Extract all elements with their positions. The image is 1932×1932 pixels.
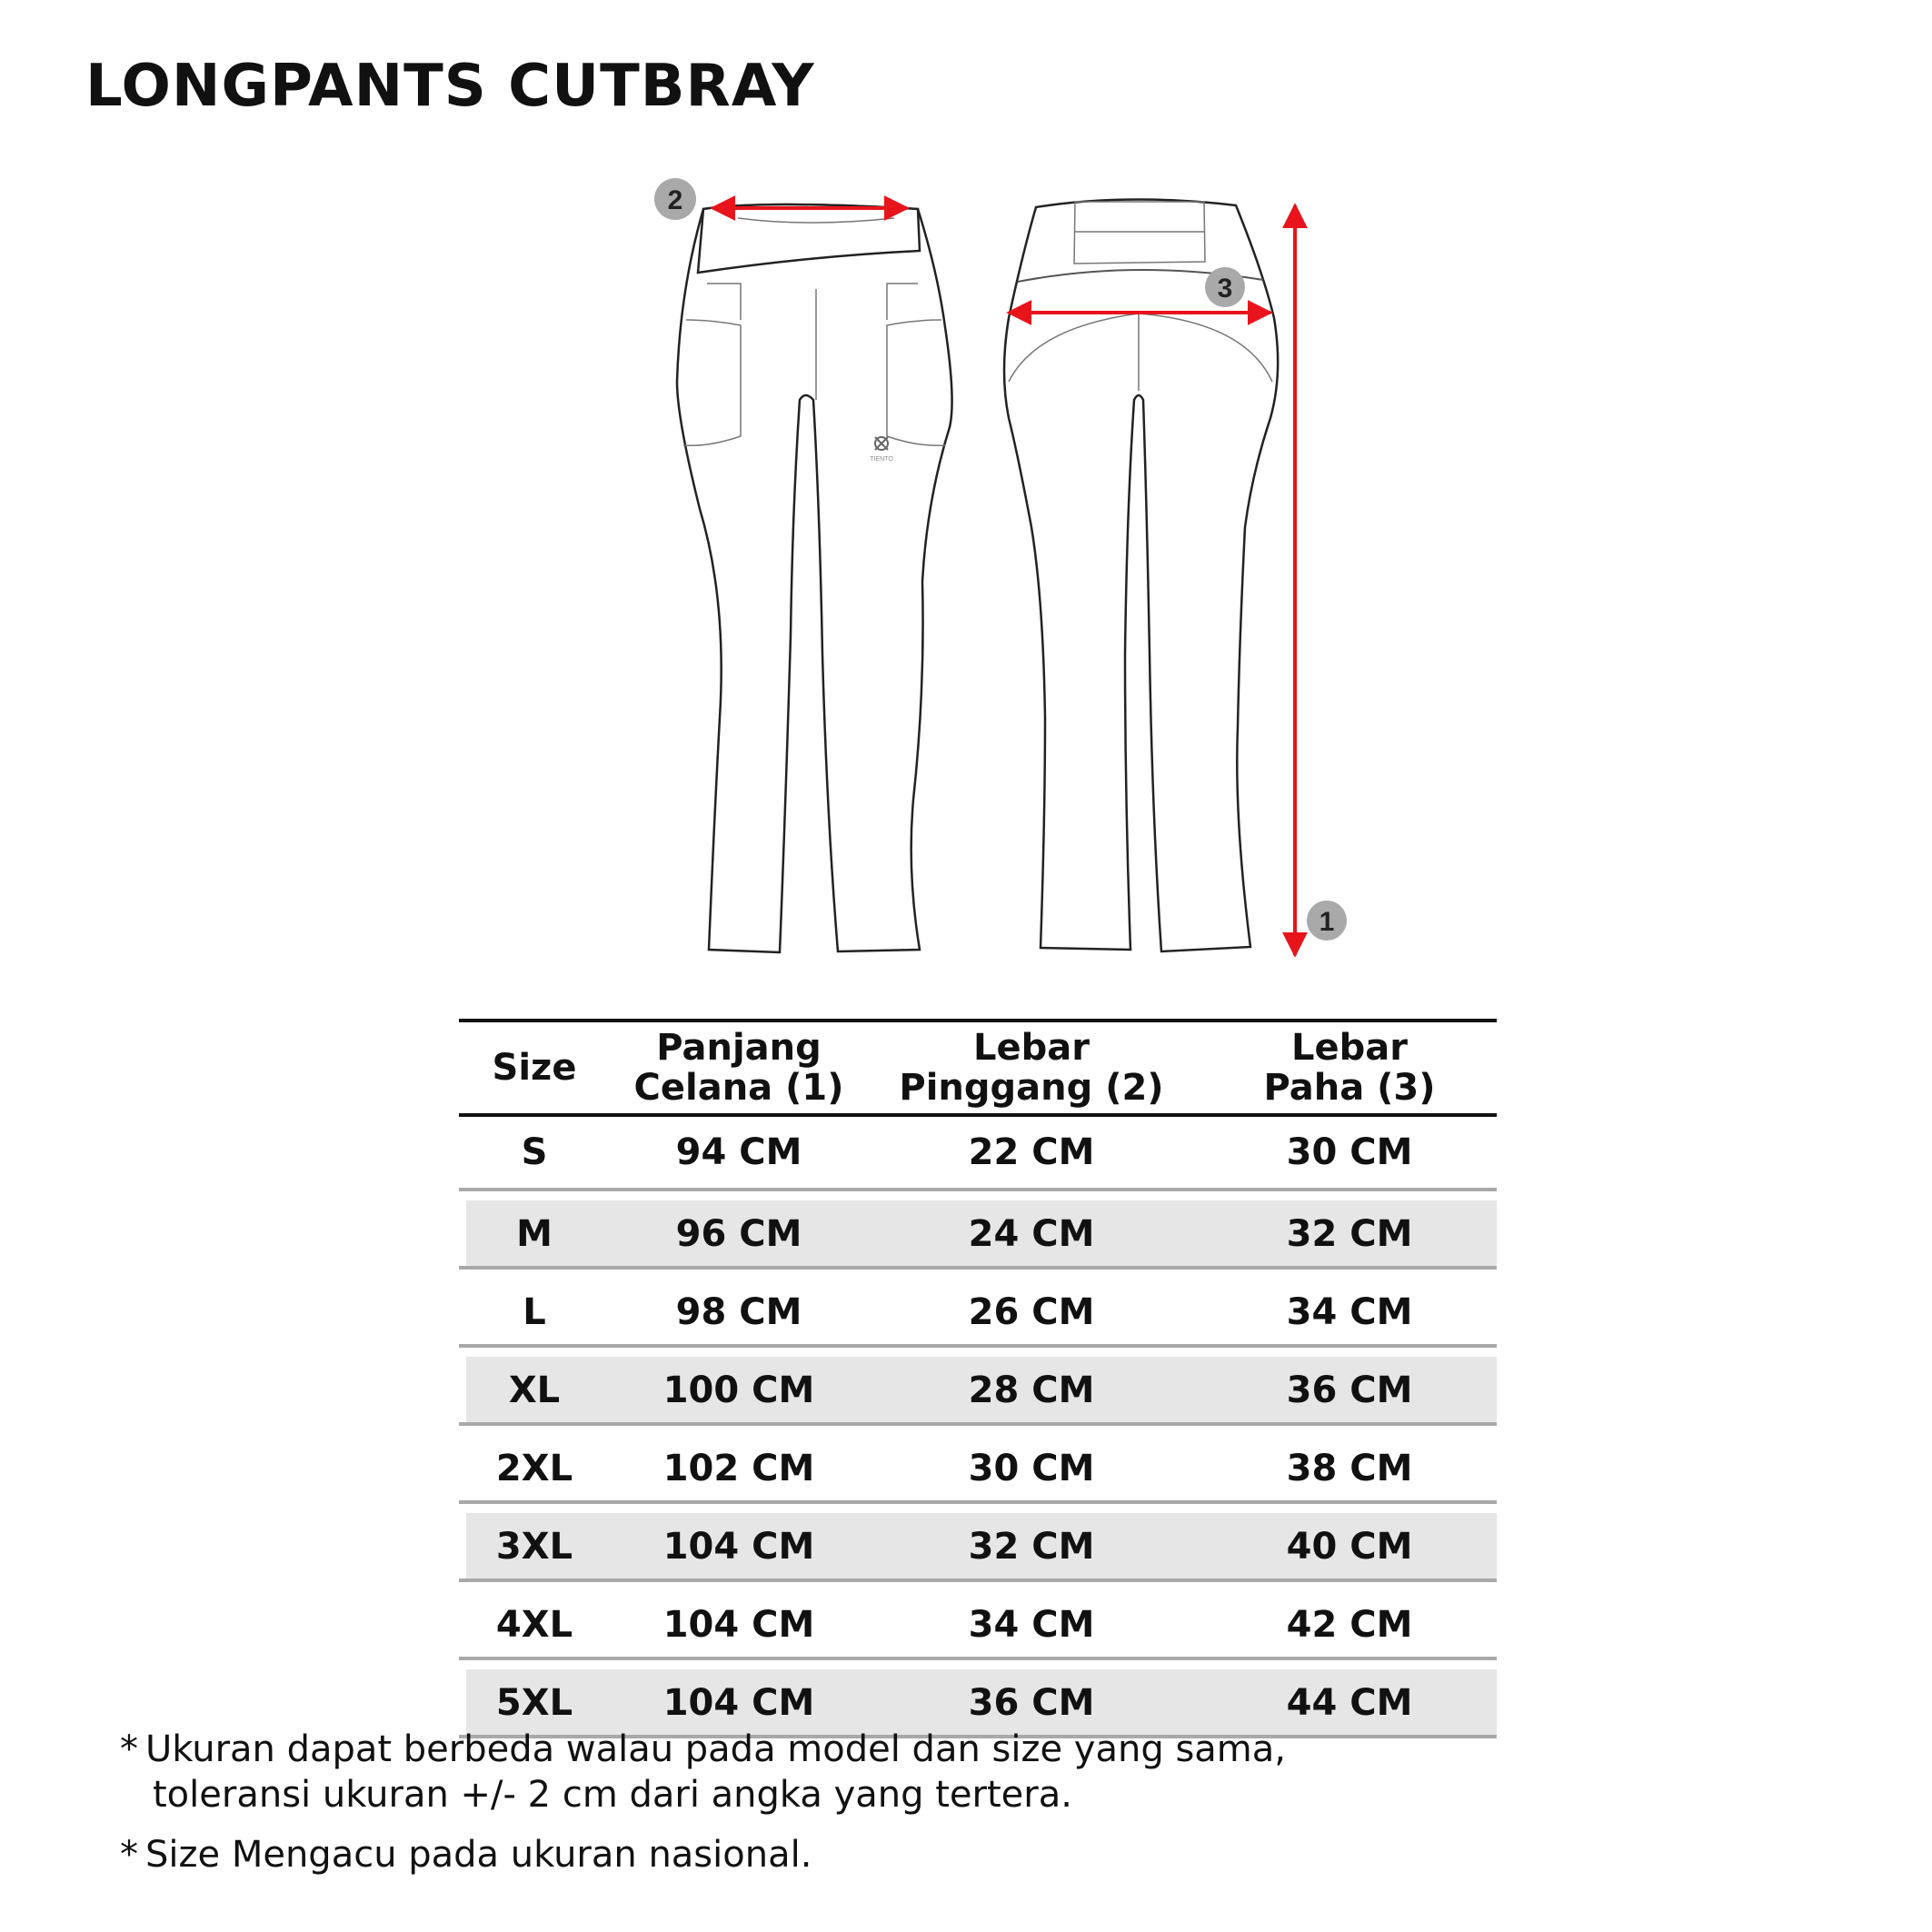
cell-pinggang: 28 CM xyxy=(968,1369,1095,1411)
header-lebar-paha: Lebar Paha (3) xyxy=(1263,1027,1436,1109)
svg-text:3: 3 xyxy=(1217,274,1233,304)
header-panjang-celana: Panjang Celana (1) xyxy=(633,1027,844,1109)
cell-paha: 32 CM xyxy=(1286,1213,1413,1255)
size-chart-table xyxy=(459,1019,1497,1738)
cell-panjang: 96 CM xyxy=(675,1213,802,1255)
brand-mark-text: TIENTO xyxy=(870,456,893,463)
cell-size: M xyxy=(516,1213,553,1255)
cell-size: 2XL xyxy=(495,1448,573,1489)
cell-pinggang: 34 CM xyxy=(968,1604,1095,1646)
table-row xyxy=(459,1513,1497,1582)
cell-panjang: 98 CM xyxy=(675,1291,802,1333)
footnote-national-size: * Size Mengacu pada ukuran nasional. xyxy=(120,1834,812,1876)
table-row xyxy=(459,1591,1497,1660)
table-row xyxy=(459,1435,1497,1504)
table-row xyxy=(459,1279,1497,1348)
marker-1 xyxy=(1307,901,1347,941)
cell-size: S xyxy=(521,1131,548,1173)
footnotes xyxy=(120,1727,1286,1877)
cell-panjang: 104 CM xyxy=(662,1682,815,1724)
cell-pinggang: 26 CM xyxy=(968,1291,1095,1333)
header-size: Size xyxy=(492,1047,577,1089)
marker-3 xyxy=(1205,267,1245,307)
page-title: LONGPANTS CUTBRAY xyxy=(85,53,815,120)
table-row xyxy=(459,1200,1497,1270)
svg-text:2: 2 xyxy=(667,185,683,215)
cell-paha: 40 CM xyxy=(1286,1526,1413,1568)
cell-paha: 42 CM xyxy=(1286,1604,1413,1646)
cell-paha: 38 CM xyxy=(1286,1448,1413,1489)
cell-panjang: 94 CM xyxy=(675,1131,802,1173)
cell-paha: 34 CM xyxy=(1286,1291,1413,1333)
cell-pinggang: 24 CM xyxy=(968,1213,1095,1255)
cell-panjang: 102 CM xyxy=(662,1448,815,1489)
marker-2 xyxy=(654,178,696,220)
table-row xyxy=(459,1357,1497,1426)
pants-front-view xyxy=(677,204,952,952)
cell-size: 5XL xyxy=(495,1682,573,1724)
cell-pinggang: 22 CM xyxy=(968,1131,1095,1173)
cell-paha: 44 CM xyxy=(1286,1682,1413,1724)
cell-panjang: 104 CM xyxy=(662,1526,815,1568)
cell-pinggang: 30 CM xyxy=(968,1448,1095,1489)
cell-paha: 36 CM xyxy=(1286,1369,1413,1411)
cell-size: 3XL xyxy=(495,1526,573,1568)
cell-panjang: 100 CM xyxy=(662,1369,815,1411)
svg-text:1: 1 xyxy=(1319,907,1335,937)
table-row xyxy=(459,1117,1497,1191)
cell-pinggang: 36 CM xyxy=(968,1682,1095,1724)
cell-panjang: 104 CM xyxy=(662,1604,815,1646)
header-lebar-pinggang: Lebar Pinggang (2) xyxy=(899,1027,1164,1109)
cell-size: L xyxy=(523,1291,546,1333)
table-header xyxy=(459,1019,1497,1117)
cell-size: XL xyxy=(508,1369,561,1411)
cell-pinggang: 32 CM xyxy=(968,1526,1095,1568)
cell-paha: 30 CM xyxy=(1286,1131,1413,1173)
footnote-tolerance: * Ukuran dapat berbeda walau pada model dan size yang sama, toleransi ukuran +/- 2 cm dari angka yang tertera. xyxy=(120,1728,1286,1816)
cell-size: 4XL xyxy=(495,1604,573,1646)
